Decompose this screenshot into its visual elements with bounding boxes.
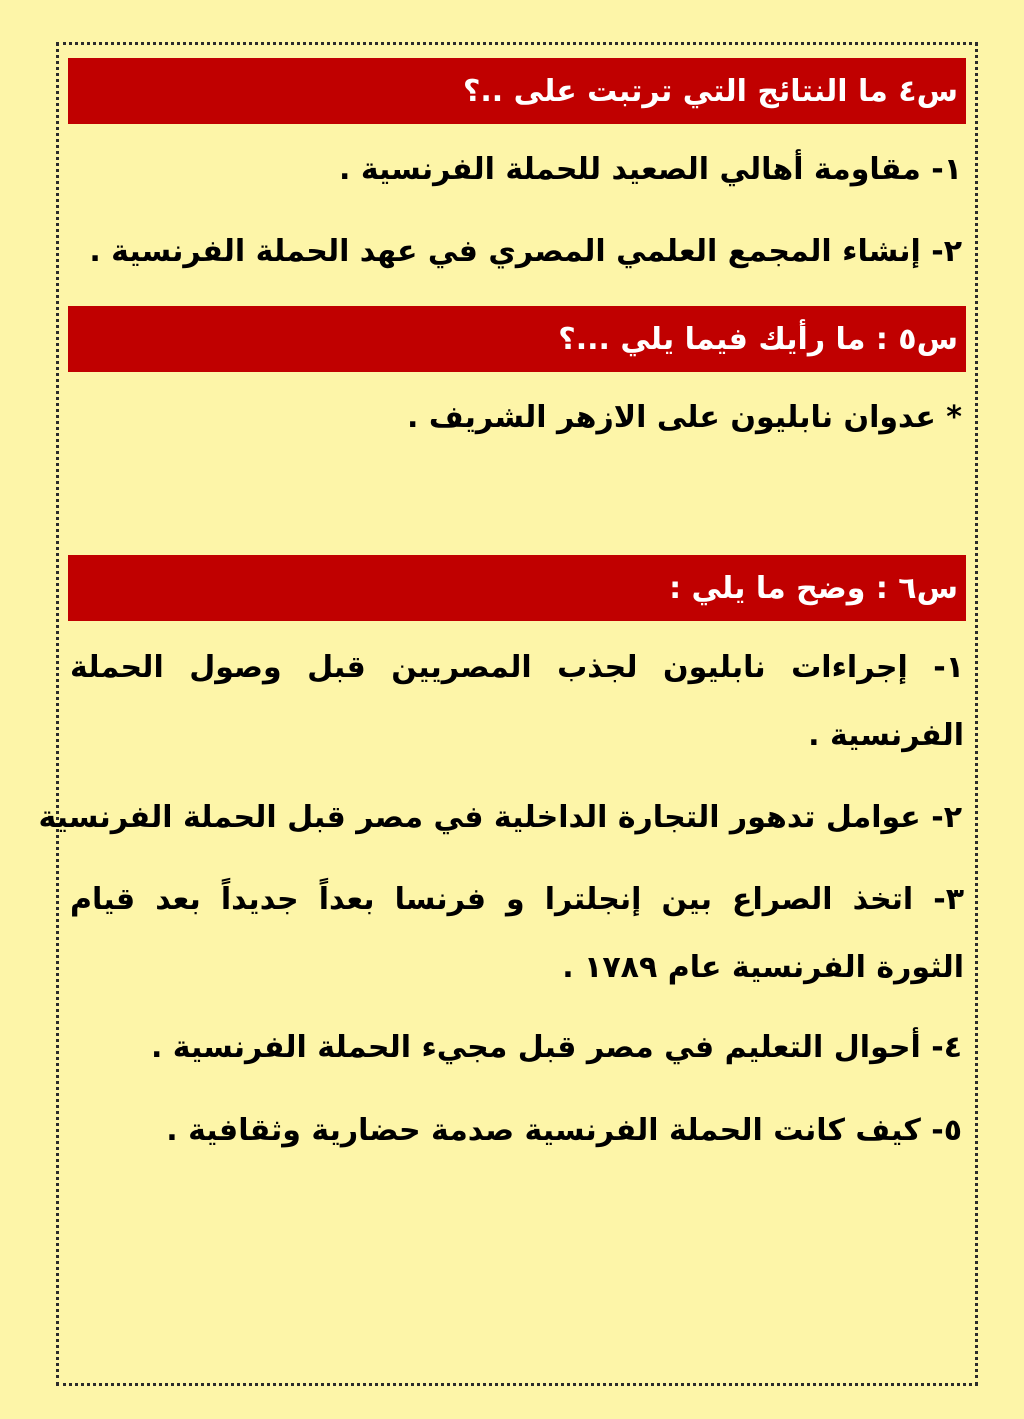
question-4-heading-bar: [68, 58, 966, 124]
question-6-item-4: ٤- أحوال التعليم في مصر قبل مجيء الحملة الفرنسية .: [150, 1030, 962, 1065]
question-6-heading: س٦ : وضح ما يلي :: [669, 570, 958, 606]
question-5-heading: س٥ : ما رأيك فيما يلي ...؟: [558, 321, 958, 357]
question-5-item-1: * عدوان نابليون على الازهر الشريف .: [407, 400, 962, 435]
question-4-heading: س٤ ما النتائج التي ترتبت على ..؟: [462, 73, 958, 109]
question-6-item-2: ٢- عوامل تدهور التجارة الداخلية في مصر قبل الحملة الفرنسية: [38, 800, 962, 835]
question-6-item-1: ١- إجراءات نابليون لجذب المصريين قبل وصول الحملة الفرنسية .: [70, 650, 964, 753]
question-6-heading-bar: [68, 555, 966, 621]
question-4-item-2: ٢- إنشاء المجمع العلمي المصري في عهد الحملة الفرنسية .: [89, 234, 962, 269]
question-6-item-3: ٣- اتخذ الصراع بين إنجلترا و فرنسا بعداً جديداً بعد قيام الثورة الفرنسية عام ١٧٨٩ .: [70, 882, 964, 985]
question-6-item-5: ٥- كيف كانت الحملة الفرنسية صدمة حضارية وثقافية .: [166, 1113, 962, 1148]
question-5-heading-bar: [68, 306, 966, 372]
question-4-item-1: ١- مقاومة أهالي الصعيد للحملة الفرنسية .: [339, 152, 962, 187]
